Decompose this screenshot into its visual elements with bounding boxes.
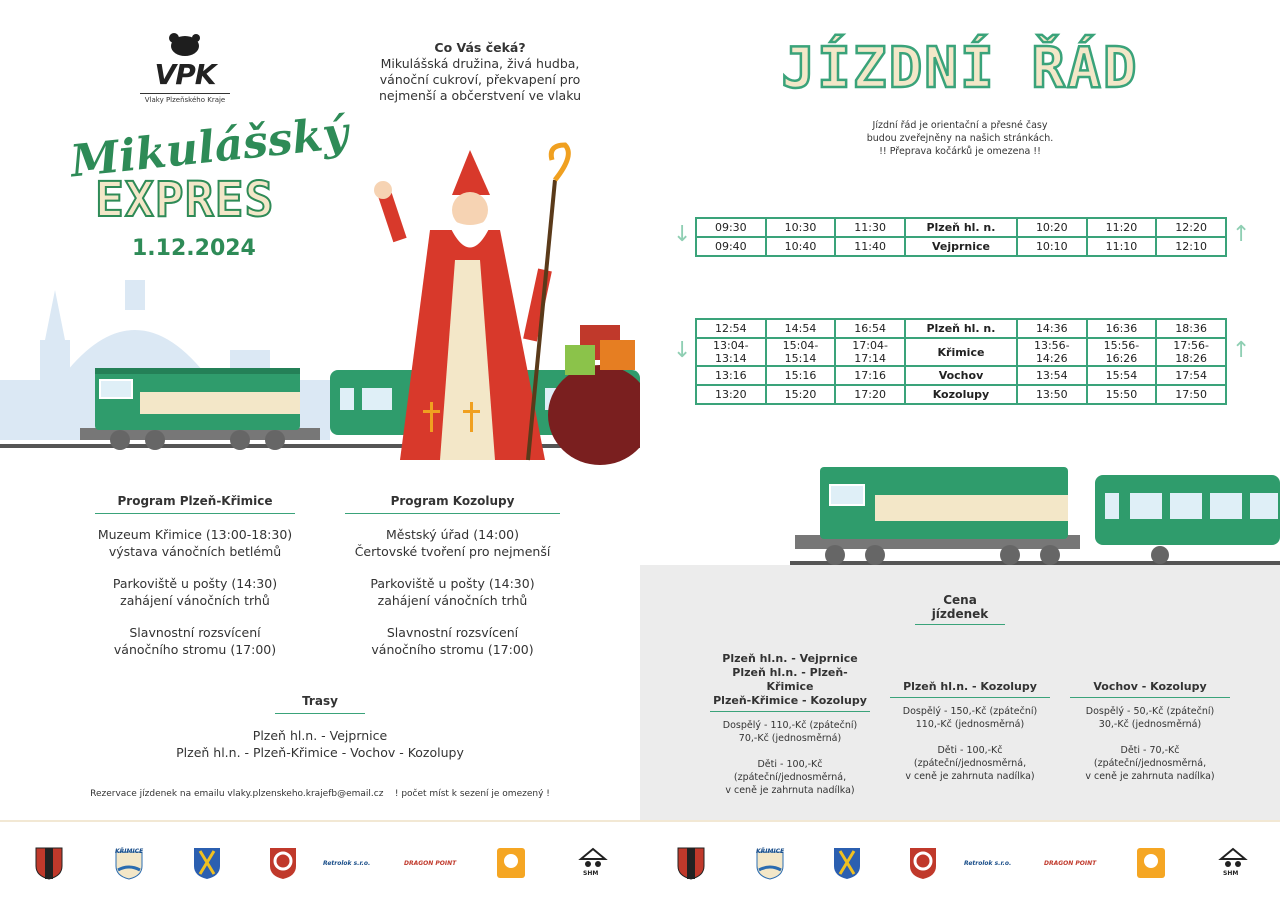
time-cell: 14:54 bbox=[766, 319, 836, 338]
station-cell: Vochov bbox=[905, 366, 1017, 385]
table-row bbox=[696, 338, 1226, 366]
timetable-note: Jízdní řád je orientační a přesné časy bbox=[872, 120, 1048, 131]
program-item-line: Slavnostní rozsvícení bbox=[386, 625, 519, 640]
price-line: 110,-Kč (jednosměrná) bbox=[915, 719, 1025, 730]
routes-list bbox=[120, 727, 520, 761]
time-cell: 16:54 bbox=[835, 319, 905, 338]
program-item-line: vánočního stromu (17:00) bbox=[113, 642, 277, 657]
program-item-line: zahájení vánočních trhů bbox=[377, 593, 528, 608]
price-line: (zpáteční/jednosměrná, bbox=[913, 758, 1027, 769]
price-adult bbox=[890, 705, 1050, 731]
reservation-note: Rezervace jízdenek na emailu vlaky.plzenskeho.krajefb@email.cz ! počet míst k sezení je omezený ! bbox=[90, 789, 550, 799]
time-cell: 16:36 bbox=[1087, 319, 1157, 338]
route-line: Plzeň hl.n. - Plzeň-Křimice - Vochov - Kozolupy bbox=[176, 745, 464, 760]
timetable-notes bbox=[640, 119, 1280, 158]
price-route: Plzeň hl.n. - Kozolupy bbox=[903, 680, 1037, 693]
arrow-up-icon: ↑ bbox=[1232, 338, 1251, 363]
station-cell: Plzeň hl. n. bbox=[905, 218, 1017, 237]
time-cell: 13:54 bbox=[1017, 366, 1087, 385]
time-cell: 12:54 bbox=[696, 319, 766, 338]
price-column bbox=[890, 680, 1050, 783]
price-line: Dospělý - 50,-Kč (zpáteční) bbox=[1085, 706, 1215, 717]
price-route: Plzeň hl.n. - Plzeň-Křimice bbox=[732, 666, 848, 693]
locomotive-icon bbox=[795, 467, 1080, 565]
plzen-region-crest-icon bbox=[34, 846, 64, 880]
price-child bbox=[1070, 744, 1230, 783]
program-heading: Program Plzeň-Křimice bbox=[95, 494, 295, 514]
time-cell: 13:56-14:26 bbox=[1017, 338, 1087, 366]
dragon-point-logo: DRAGON POINT bbox=[404, 860, 457, 867]
event-date: 1.12.2024 bbox=[132, 236, 256, 261]
dragon-point-logo: DRAGON POINT bbox=[1044, 860, 1097, 867]
price-line: v ceně je zahrnuta nadílka) bbox=[1085, 771, 1215, 782]
vejprnice-crest-icon bbox=[192, 846, 222, 880]
time-cell: 09:40 bbox=[696, 237, 766, 256]
krimice-logo-text: KŘIMICE bbox=[115, 848, 144, 855]
price-line: Děti - 100,-Kč bbox=[937, 745, 1003, 756]
time-cell: 11:10 bbox=[1087, 237, 1157, 256]
gift-sack-icon bbox=[548, 325, 640, 465]
routes-heading: Trasy bbox=[275, 694, 365, 714]
intro-line: nejmenší a občerstvení ve vlaku bbox=[379, 88, 581, 103]
time-cell: 17:04-17:14 bbox=[835, 338, 905, 366]
time-cell: 17:50 bbox=[1156, 385, 1226, 404]
price-line: (zpáteční/jednosměrná, bbox=[1093, 758, 1207, 769]
orange-club-logo-icon bbox=[1136, 846, 1166, 880]
time-cell: 17:54 bbox=[1156, 366, 1226, 385]
intro-line: Mikulášská družina, živá hudba, bbox=[380, 56, 580, 71]
time-cell: 18:36 bbox=[1156, 319, 1226, 338]
table-row bbox=[696, 319, 1226, 338]
program-krimice bbox=[95, 494, 295, 658]
time-cell: 11:20 bbox=[1087, 218, 1157, 237]
price-column bbox=[1070, 680, 1230, 783]
time-cell: 09:30 bbox=[696, 218, 766, 237]
vpk-logo-text: VPK bbox=[154, 58, 216, 91]
title-mikulassky: Mikulášský bbox=[68, 107, 351, 188]
intro-text bbox=[365, 40, 595, 104]
arrow-down-icon: ↓ bbox=[673, 338, 692, 363]
timetable-kozolupy bbox=[695, 318, 1227, 405]
program-item-line: vánočního stromu (17:00) bbox=[371, 642, 534, 657]
price-adult bbox=[710, 719, 870, 745]
krimice-logo-text: KŘIMICE bbox=[756, 848, 785, 855]
timetable-note: !! Přeprava kočárků je omezena !! bbox=[879, 146, 1041, 157]
time-cell: 17:16 bbox=[835, 366, 905, 385]
time-cell: 14:36 bbox=[1017, 319, 1087, 338]
kozolupy-crest-icon bbox=[268, 846, 298, 880]
timetable-vejprnice bbox=[695, 217, 1227, 257]
price-child bbox=[710, 758, 870, 797]
station-cell: Křimice bbox=[905, 338, 1017, 366]
program-heading: Program Kozolupy bbox=[345, 494, 560, 514]
price-line: 30,-Kč (jednosměrná) bbox=[1098, 719, 1202, 730]
station-cell: Kozolupy bbox=[905, 385, 1017, 404]
orange-club-logo-icon bbox=[496, 846, 526, 880]
program-item-line: zahájení vánočních trhů bbox=[120, 593, 270, 608]
turtle-icon bbox=[165, 28, 205, 58]
time-cell: 13:04-13:14 bbox=[696, 338, 766, 366]
program-item-line: Slavnostní rozsvícení bbox=[129, 625, 261, 640]
price-route: Vochov - Kozolupy bbox=[1093, 680, 1207, 693]
time-cell: 10:30 bbox=[766, 218, 836, 237]
wagon-icon bbox=[1095, 475, 1280, 564]
price-route-heading bbox=[710, 652, 870, 712]
table-row bbox=[696, 218, 1226, 237]
price-heading: Cena jízdenek bbox=[915, 593, 1005, 625]
time-cell: 11:40 bbox=[835, 237, 905, 256]
table-row bbox=[696, 385, 1226, 404]
price-child bbox=[890, 744, 1050, 783]
program-item bbox=[345, 526, 560, 560]
program-item bbox=[345, 624, 560, 658]
program-item-line: Muzeum Křimice (13:00-18:30) bbox=[97, 527, 293, 542]
arrow-up-icon: ↑ bbox=[1232, 222, 1251, 247]
illustration bbox=[0, 140, 640, 470]
time-cell: 13:16 bbox=[696, 366, 766, 385]
price-route-heading bbox=[890, 680, 1050, 698]
price-route: Plzeň-Křimice - Kozolupy bbox=[713, 694, 867, 707]
kozolupy-crest-icon bbox=[908, 846, 938, 880]
arrow-down-icon: ↓ bbox=[673, 222, 692, 247]
retrolok-logo: Retrolok s.r.o. bbox=[964, 860, 1012, 867]
shm-logo-text: SHM bbox=[583, 870, 599, 877]
time-cell: 13:50 bbox=[1017, 385, 1087, 404]
program-kozolupy bbox=[345, 494, 560, 658]
time-cell: 15:50 bbox=[1087, 385, 1157, 404]
time-cell: 17:56-18:26 bbox=[1156, 338, 1226, 366]
timetable-note: budou zveřejněny na našich stránkách. bbox=[866, 133, 1054, 144]
time-cell: 15:20 bbox=[766, 385, 836, 404]
program-item bbox=[345, 575, 560, 609]
station-cell: Vejprnice bbox=[905, 237, 1017, 256]
program-item-line: Městský úřad (14:00) bbox=[386, 527, 519, 542]
program-item-line: Parkoviště u pošty (14:30) bbox=[370, 576, 535, 591]
time-cell: 15:56-16:26 bbox=[1087, 338, 1157, 366]
price-section bbox=[640, 565, 1280, 820]
time-cell: 15:16 bbox=[766, 366, 836, 385]
route-line: Plzeň hl.n. - Vejprnice bbox=[252, 728, 388, 743]
intro-line: vánoční cukroví, překvapení pro bbox=[379, 72, 581, 87]
program-item-line: Čertovské tvoření pro nejmenší bbox=[354, 544, 551, 559]
program-item bbox=[95, 575, 295, 609]
program-item bbox=[95, 526, 295, 560]
station-cell: Plzeň hl. n. bbox=[905, 319, 1017, 338]
price-heading-wrap bbox=[915, 593, 1005, 625]
time-cell: 12:20 bbox=[1156, 218, 1226, 237]
price-line: v ceně je zahrnuta nadílka) bbox=[725, 785, 855, 796]
train-illustration bbox=[790, 455, 1280, 570]
locomotive-icon bbox=[80, 368, 320, 450]
plzen-region-crest-icon bbox=[676, 846, 706, 880]
time-cell: 12:10 bbox=[1156, 237, 1226, 256]
vejprnice-crest-icon bbox=[832, 846, 862, 880]
title-expres: EXPRES bbox=[95, 172, 275, 228]
retrolok-logo: Retrolok s.r.o. bbox=[323, 860, 371, 867]
time-cell: 15:04-15:14 bbox=[766, 338, 836, 366]
time-cell: 17:20 bbox=[835, 385, 905, 404]
timetable-title: JÍZDNÍ ŘÁD bbox=[781, 36, 1139, 101]
program-item-line: výstava vánočních betlémů bbox=[108, 544, 282, 559]
price-line: (zpáteční/jednosměrná, bbox=[733, 772, 847, 783]
table-row bbox=[696, 366, 1226, 385]
routes-heading-wrap bbox=[275, 694, 365, 714]
program-item bbox=[95, 624, 295, 658]
left-page bbox=[0, 0, 640, 820]
time-cell: 15:54 bbox=[1087, 366, 1157, 385]
price-line: Dospělý - 150,-Kč (zpáteční) bbox=[902, 706, 1038, 717]
price-line: Děti - 70,-Kč bbox=[1120, 745, 1180, 756]
price-adult bbox=[1070, 705, 1230, 731]
intro-heading: Co Vás čeká? bbox=[434, 40, 526, 55]
time-cell: 13:20 bbox=[696, 385, 766, 404]
price-line: Děti - 100,-Kč bbox=[757, 759, 823, 770]
table-row bbox=[696, 237, 1226, 256]
time-cell: 10:10 bbox=[1017, 237, 1087, 256]
price-line: 70,-Kč (jednosměrná) bbox=[738, 733, 842, 744]
price-line: Dospělý - 110,-Kč (zpáteční) bbox=[722, 720, 858, 731]
price-column bbox=[710, 652, 870, 797]
price-line: v ceně je zahrnuta nadílka) bbox=[905, 771, 1035, 782]
time-cell: 10:20 bbox=[1017, 218, 1087, 237]
shm-logo-text: SHM bbox=[1223, 870, 1239, 877]
time-cell: 11:30 bbox=[835, 218, 905, 237]
vpk-logo-subtitle: Vlaky Plzeňského Kraje bbox=[140, 93, 230, 104]
time-cell: 10:40 bbox=[766, 237, 836, 256]
price-route: Plzeň hl.n. - Vejprnice bbox=[722, 652, 858, 665]
program-item-line: Parkoviště u pošty (14:30) bbox=[112, 576, 278, 591]
vpk-logo bbox=[140, 28, 230, 104]
price-route-heading bbox=[1070, 680, 1230, 698]
